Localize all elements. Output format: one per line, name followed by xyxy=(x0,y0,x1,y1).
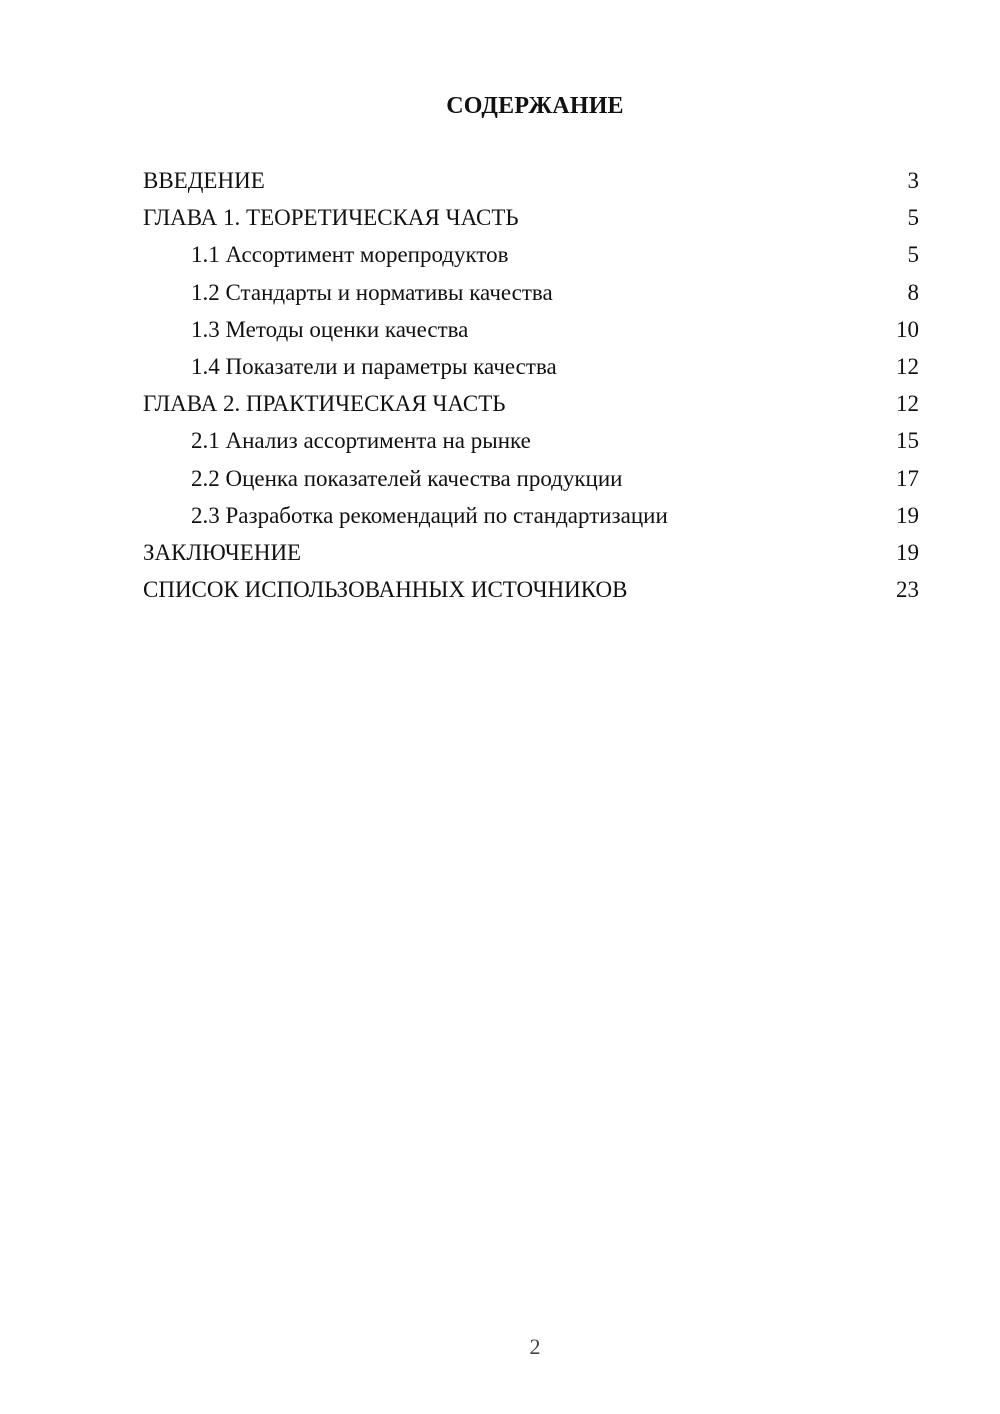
toc-entry-conclusion[interactable] xyxy=(143,540,919,577)
toc-entry-page: 5 xyxy=(907,242,919,268)
toc-entry-page: 15 xyxy=(896,428,919,454)
toc-entry-section-1-1[interactable] xyxy=(143,242,919,279)
toc-entry-page: 17 xyxy=(896,465,919,491)
page-number: 2 xyxy=(529,1334,541,1359)
toc-entry-chapter-1[interactable] xyxy=(143,205,919,242)
toc-entry-page: 5 xyxy=(907,205,919,231)
toc-entry-page: 23 xyxy=(896,577,919,603)
toc-entry-text: 1.1 Ассортимент морепродуктов xyxy=(191,242,509,268)
table-of-contents xyxy=(143,168,919,614)
toc-entry-section-2-2[interactable] xyxy=(143,466,919,503)
toc-entry-section-1-3[interactable] xyxy=(143,317,919,354)
toc-entry-page: 19 xyxy=(896,539,919,565)
toc-entry-page: 8 xyxy=(907,279,919,305)
toc-entry-text: ГЛАВА 2. ПРАКТИЧЕСКАЯ ЧАСТЬ xyxy=(143,391,506,417)
toc-entry-page: 3 xyxy=(907,168,919,193)
toc-entry-text: 1.3 Методы оценки качества xyxy=(191,316,469,342)
toc-entry-section-1-2[interactable] xyxy=(143,280,919,317)
toc-entry-text: 1.4 Показатели и параметры качества xyxy=(191,353,557,379)
toc-entry-section-1-4[interactable] xyxy=(143,354,919,391)
toc-entry-text: 2.3 Разработка рекомендаций по стандартизации xyxy=(191,502,668,528)
toc-entry-text: 2.2 Оценка показателей качества продукции xyxy=(191,465,623,491)
toc-entry-text: 2.1 Анализ ассортимента на рынке xyxy=(191,428,531,454)
toc-entry-references[interactable] xyxy=(143,577,919,614)
toc-entry-text: 1.2 Стандарты и нормативы качества xyxy=(191,279,553,305)
toc-entry-text: СПИСОК ИСПОЛЬЗОВАННЫХ ИСТОЧНИКОВ xyxy=(143,577,628,603)
toc-entry-page: 10 xyxy=(896,316,919,342)
toc-entry-text: ЗАКЛЮЧЕНИЕ xyxy=(143,539,302,565)
page-title: СОДЕРЖАНИЕ xyxy=(446,93,624,119)
toc-entry-page: 12 xyxy=(896,391,919,417)
toc-entry-page: 19 xyxy=(896,502,919,528)
toc-entry-page: 12 xyxy=(896,353,919,379)
toc-entry-text: ГЛАВА 1. ТЕОРЕТИЧЕСКАЯ ЧАСТЬ xyxy=(143,205,519,231)
toc-entry-chapter-2[interactable] xyxy=(143,391,919,428)
toc-entry-section-2-3[interactable] xyxy=(143,503,919,540)
toc-entry-section-2-1[interactable] xyxy=(143,428,919,465)
toc-entry-text: ВВЕДЕНИЕ xyxy=(143,168,265,193)
toc-entry-introduction[interactable] xyxy=(143,168,919,205)
